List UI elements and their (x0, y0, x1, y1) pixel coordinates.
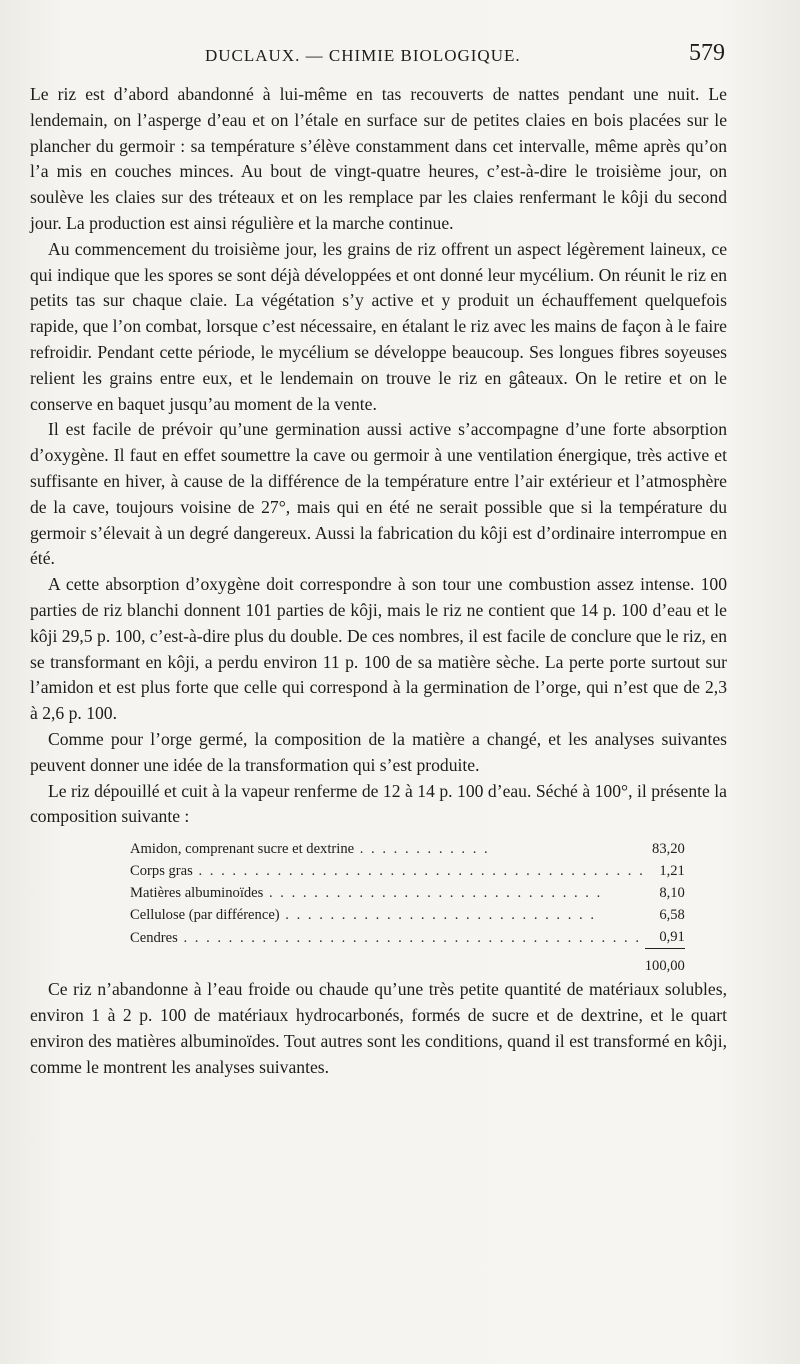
table-row: Matières albuminoïdes . . . . . . . . . . . . . . . . . . . . . . . . . . . . . . 8,10 (130, 882, 685, 904)
table-row: Cendres . . . . . . . . . . . . . . . . . . . . . . . . . . . . . . . . . . . . . . . . . 0,91 (130, 926, 685, 949)
table-row: Corps gras . . . . . . . . . . . . . . . . . . . . . . . . . . . . . . . . . . . . . . . . 1,21 (130, 860, 685, 882)
row-label: Matières albuminoïdes (130, 885, 264, 902)
row-value: 0,91 (659, 929, 685, 946)
paragraph-1: Le riz est d’abord abandonné à lui-même en tas recouverts de nattes pendant une nuit. Le lendemain, on l’asperge d’eau et on l’étale en surface sur de petites claies en bois placées sur le plancher du germoir : sa température s’élève constamment dans cet intervalle, même après qu’on l’a mis en couches minces. Au bout de vingt-quatre heures, c’est-à-dire le troisième jour, on soulève les claies sur des tréteaux et on les remplace par les claies renfermant le kôji du second jour. La production est ainsi régulière et la marche continue. (30, 84, 727, 233)
table-row: Cellulose (par différence) . . . . . . . . . . . . . . . . . . . . . . . . . . . . 6,58 (130, 904, 685, 926)
row-label: Cendres (130, 929, 178, 946)
body-text (30, 82, 727, 1080)
table-row: Amidon, comprenant sucre et dextrine . . . . . . . . . . . . 83,20 (130, 838, 685, 860)
row-label: Amidon, comprenant sucre et dextrine (130, 841, 355, 858)
paragraph-6: Le riz dépouillé et cuit à la vapeur renferme de 12 à 14 p. 100 d’eau. Séché à 100°, il présente la composition suivante : (30, 780, 727, 827)
row-value: 6,58 (659, 907, 685, 924)
row-label: Corps gras (130, 863, 193, 880)
paragraph-3: Il est facile de prévoir qu’une germination aussi active s’accompagne d’une forte absorption d’oxygène. Il faut en effet soumettre la cave ou germoir à une ventilation énergique, très active et suffisante en hiver, à cause de la différence de la température entre l’air extérieur et l’atmosphère de la cave, toujours voisine de 27°, mais qui en été ne serait possible que si la température du germoir s’élevait à un degré dangereux. Aussi la fabrication du kôji est d’ordinaire interrompue en été. (30, 419, 727, 569)
table-total: 100,00 (645, 949, 685, 978)
row-label: Cellulose (par différence) (130, 907, 280, 924)
paragraph-5: Comme pour l’orge germé, la composition de la matière a changé, et les analyses suivantes peuvent donner une idée de la transformation qui s’est produite. (30, 728, 727, 775)
row-value: 83,20 (652, 841, 685, 858)
table-total-row (130, 949, 685, 978)
closing-paragraph: Ce riz n’abandonne à l’eau froide ou chaude qu’une très petite quantité de matériaux solubles, environ 1 à 2 p. 100 de matériaux hydrocarbonés, formés de sucre et de dextrine, et le quart environ des matières albuminoïdes. Tout autres sont les conditions, quand il est transformé en kôji, comme le montrent les analyses suivantes. (30, 979, 727, 1077)
page-number: 579 (689, 40, 725, 66)
running-head: DUCLAUX. — CHIMIE BIOLOGIQUE. (205, 46, 521, 65)
paragraph-2: Au commencement du troisième jour, les grains de riz offrent un aspect légèrement laineux, ce qui indique que les spores se sont déjà développées et ont donné leur mycélium. On réunit le riz en petits tas sur chaque claie. La végétation s’y active et y produit un échauffement quelquefois rapide, que l’on combat, lorsque c’est nécessaire, en étalant le riz avec les mains de façon à le faire refroidir. Pendant cette période, le mycélium se développe beaucoup. Ses longues fibres soyeuses relient les grains entre eux, et le lendemain on trouve le riz en gâteaux. On le retire et on le conserve en baquet jusqu’au moment de la vente. (30, 238, 727, 414)
page-header (30, 40, 725, 80)
row-value: 8,10 (659, 885, 685, 902)
composition-table (130, 838, 685, 977)
paragraph-4: A cette absorption d’oxygène doit correspondre à son tour une combustion assez intense. 100 parties de riz blanchi donnent 101 parties de kôji, mais le riz ne contient que 14 p. 100 d’eau et le kôji 29,5 p. 100, c’est-à-dire plus du double. De ces nombres, il est facile de conclure que le riz, en se transformant en kôji, a perdu environ 11 p. 100 de sa matière sèche. La perte porte surtout sur l’amidon et est plus forte que celle qui correspond à la germination de l’orge, qui n’est que de 2,3 à 2,6 p. 100. (30, 574, 727, 724)
row-value: 1,21 (659, 863, 685, 880)
